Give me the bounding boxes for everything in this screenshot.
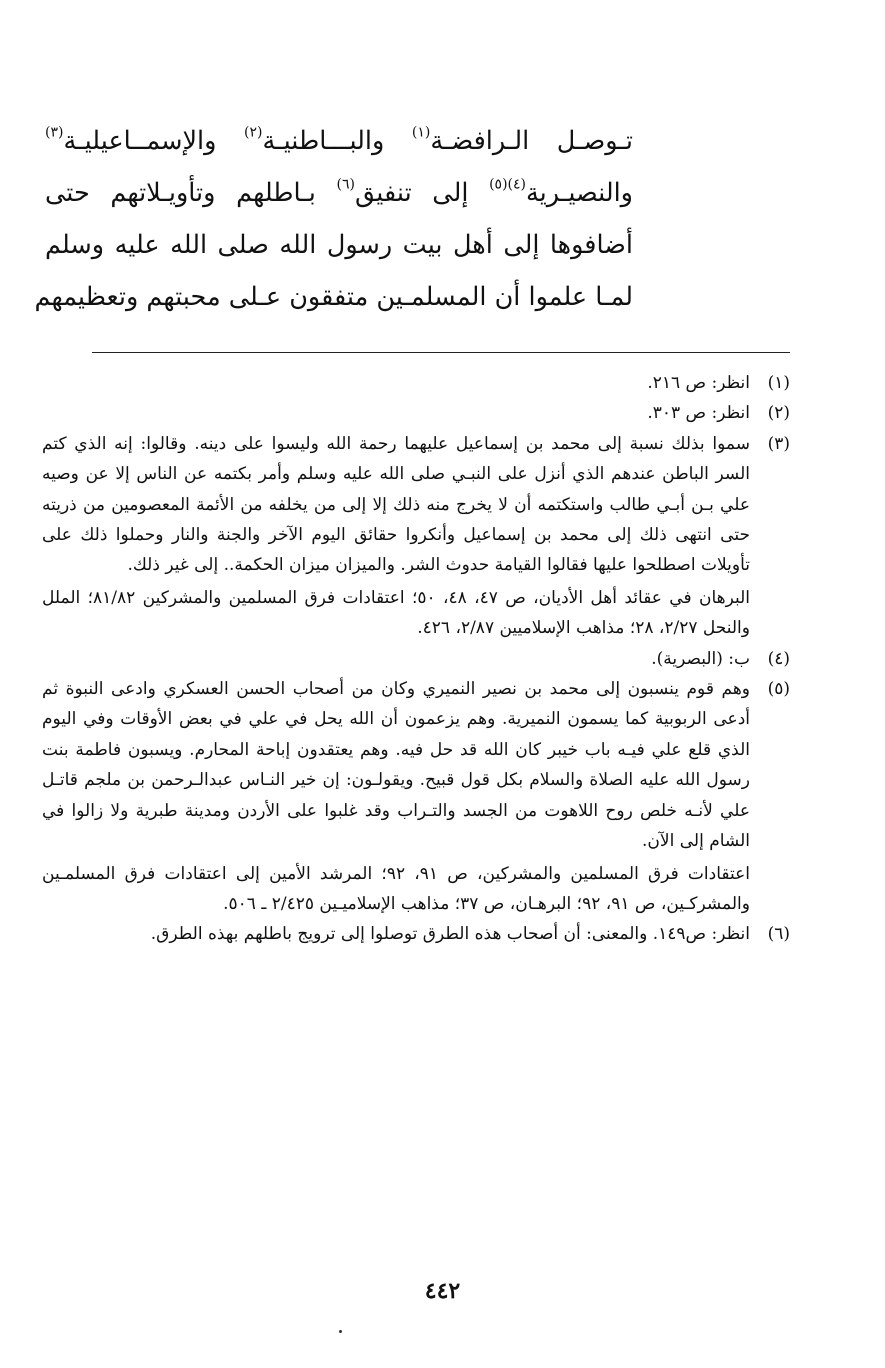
footnote (42, 674, 790, 919)
main-text-line (34, 271, 633, 323)
footnote-number: (٤) (767, 648, 790, 669)
footnotes (42, 368, 790, 950)
main-text-segment: والبـــاطنيـة (262, 126, 412, 156)
main-text-segment: والنصيـرية (526, 178, 633, 208)
footnote-number: (١) (767, 373, 790, 393)
main-text-line (45, 115, 633, 167)
footnote-body (42, 919, 750, 949)
main-text-line (45, 219, 633, 271)
footnote-marker: (٣) (45, 124, 64, 141)
footnote-text: انظر: ص١٤٩. والمعنى: أن أصحاب هذه الطرق توصلوا إلى ترويج باطلهم بهذه الطرق. (150, 924, 750, 945)
footnote-divider (92, 352, 790, 353)
main-text-segment: أضافوها إلى أهل بيت رسول الله صلى الله عليه وسلم (45, 230, 633, 260)
footnote-text: ب: (البصرية). (651, 648, 750, 669)
main-text-line (45, 167, 633, 219)
page-number: ٤٤٢ (424, 1278, 461, 1304)
main-text-segment: والإسمــاعيليـة (63, 126, 244, 156)
footnote-references: البرهان في عقائد أهل الأديان، ص ٤٧، ٤٨، ٥٠؛ اعتقادات فرق المسلمين والمشركين ٨١/٨٢؛ الملل والنحل ٢/٢٧، ٢٨؛ مذاهب الإسلاميين ٢/٨٧، ٤٢٦. (42, 587, 751, 639)
footnote-body (42, 368, 750, 398)
footnote-body (42, 644, 750, 674)
footnote-number: (٣) (767, 433, 790, 454)
footnote-number: (٢) (767, 403, 790, 424)
footnote-body (42, 674, 750, 919)
main-text-segment: تـوصـل الـرافضـة (430, 126, 633, 156)
footnote-text: انظر: ص ٢١٦. (647, 373, 750, 393)
footnote-number: (٥) (767, 679, 790, 700)
footnote-number: (٦) (767, 924, 790, 945)
main-text-segment: لمـا علموا أن المسلمـين متفقون عـلى محبتهم وتعظيمهم (34, 282, 633, 312)
main-text-segment: بـاطلهم وتأويـلاتهم حتى (45, 178, 337, 208)
footnote (42, 644, 790, 674)
footnote (42, 429, 790, 644)
footnote-text: سموا بذلك نسبة إلى محمد بن إسماعيل عليهما رحمة الله وليسوا على دينه. وقالوا: إنه الذي كتم السر الباطن عندهم الذي أنزل على النبـي صلى الله عليه وسلم وأمر بكتمه عن الناس إلا عن وصيه علي بـن أبـي طالب واستكتمه أن لا يخرج منه ذلك إلا إلى من يخلفه من الأئمة المعصومين من ذريته حتى انتهى ذلك إلى محمد بن إسماعيل وأنكروا حقائق اليوم الآخر والجنة والنار وحملوا ذلك على تأويلات اصطلحوا عليها فقالوا القيامة حدوث الشر. والميزان ميزان الحكمة.. إلى غير ذلك. (42, 433, 750, 576)
footnote (42, 919, 790, 949)
footnote-text: وهم قوم ينسبون إلى محمد بن نصير النميري وكان من أصحاب الحسن العسكري وادعى النبوة ثم أدعى الربوبية كما يسمون النميرية. وهم يزعمون أن الله يحل في علي في بعض الأوقات وفي اليوم الذي قلع علي فيـه باب خيبر كان الله قد حل فيه. وهم يعتقدون إباحة المحارم. ويسبون فاطمة بنت رسول الله عليه الصلاة والسلام بكل قول قبيح. ويقولـون: إن خير النـاس عبدالـرحمن بن ملجم قاتـل علي لأنـه خلص روح اللاهوت من الجسد والتـراب وقد غلبوا على الأردن ومدينة طبرية ولا زالوا في الشام إلى الآن. (42, 679, 750, 852)
footnote-references: اعتقادات فرق المسلمين والمشركين، ص ٩١، ٩٢؛ المرشد الأمين إلى اعتقادات فرق المسلمـين والمشركـين، ص ٩١، ٩٢؛ البرهـان، ص ٣٧؛ مذاهب الإسلاميـين ٢/٤٢٥ ـ ٥٠٦. (42, 863, 750, 914)
footnote-body (42, 429, 750, 644)
print-dot (339, 1330, 342, 1333)
footnote-marker: (٢) (243, 124, 263, 141)
footnote-text: انظر: ص ٣٠٣. (647, 403, 750, 424)
footnote (42, 398, 790, 428)
main-text-segment: إلى تنفيق (355, 178, 490, 208)
footnote-marker: (٦) (336, 176, 356, 193)
main-text (34, 115, 633, 323)
footnote-marker: (١) (411, 124, 431, 141)
footnote-marker: (٤)(٥) (489, 176, 527, 193)
footnote-body (42, 398, 750, 428)
footnote (42, 368, 790, 398)
